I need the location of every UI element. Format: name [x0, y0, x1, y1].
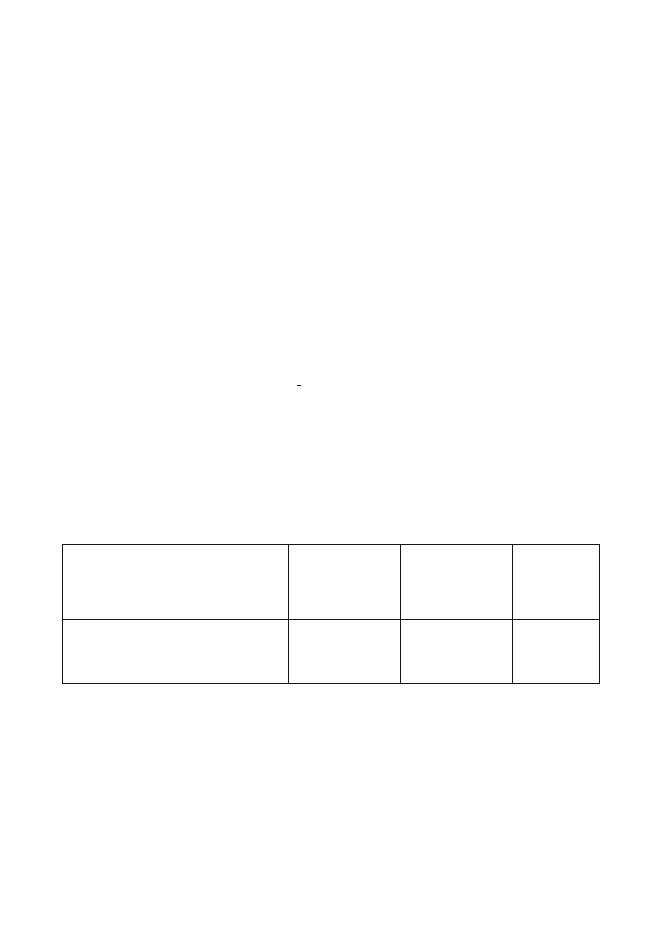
table-cell [289, 662, 401, 684]
table-header-cell [513, 545, 600, 620]
table-cell [63, 645, 289, 662]
table-cell [401, 620, 513, 646]
table-header-row [63, 545, 600, 620]
table-cell [513, 620, 600, 646]
tolerance-table [62, 544, 600, 684]
table-header-cell [63, 545, 289, 620]
table-row [63, 662, 600, 684]
table-cell [289, 645, 401, 662]
table-cell [513, 662, 600, 684]
table-row [63, 620, 600, 646]
table-cell [401, 645, 513, 662]
table-cell [63, 662, 289, 684]
formula-fraction [297, 385, 301, 386]
table-cell [289, 620, 401, 646]
table-row [63, 645, 600, 662]
formula-numerator [297, 385, 301, 386]
table-header-cell [401, 545, 513, 620]
table-cell [401, 662, 513, 684]
formula [293, 379, 305, 391]
table-cell [63, 620, 289, 646]
table-header-cell [289, 545, 401, 620]
table-cell [513, 645, 600, 662]
